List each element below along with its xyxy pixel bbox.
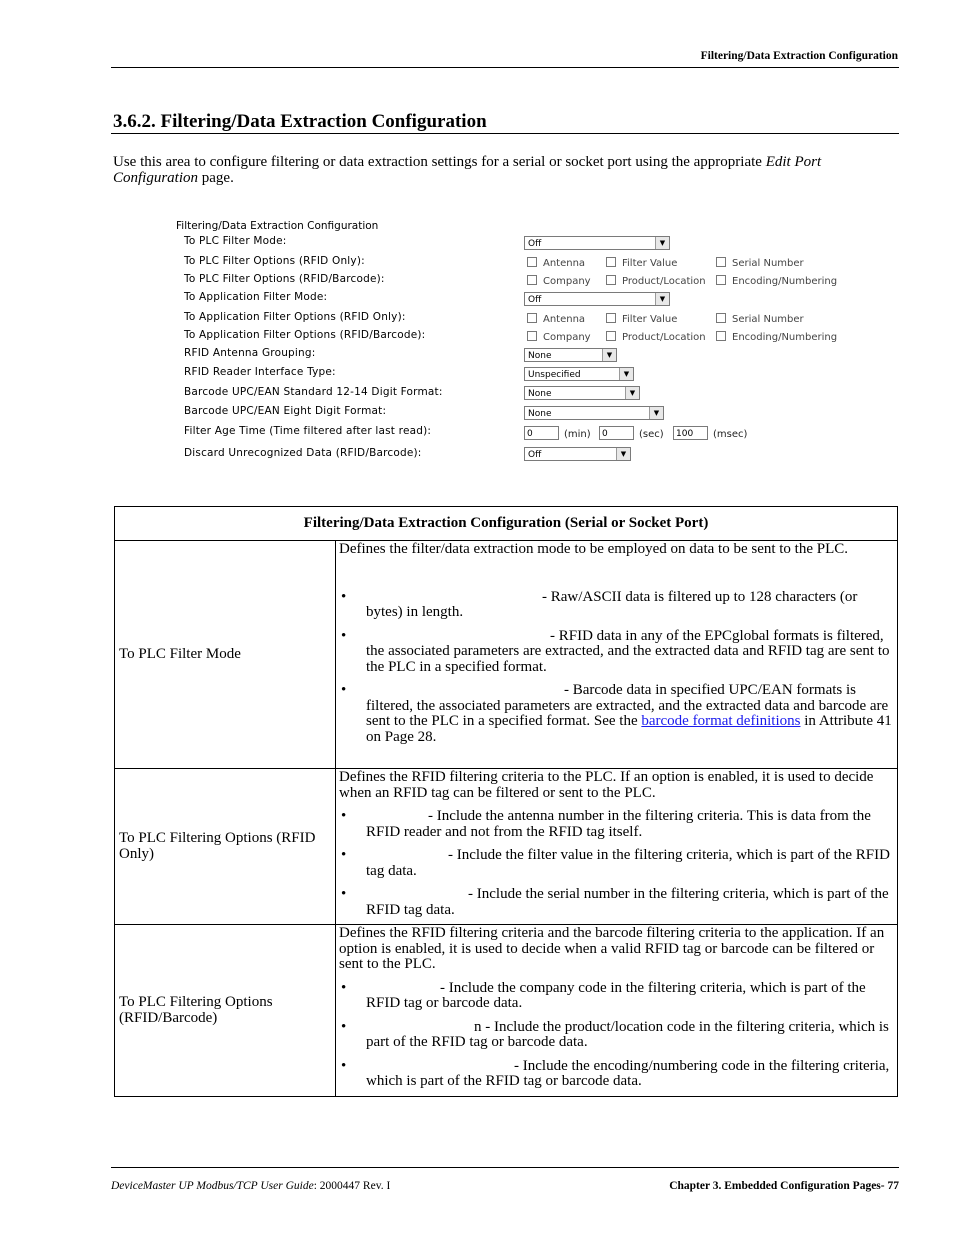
footer-rule: [111, 1167, 899, 1168]
app-antenna-checkbox[interactable]: Antenna: [527, 313, 585, 325]
chevron-down-icon: ▼: [616, 448, 630, 460]
settings-table: [114, 506, 898, 1097]
chevron-down-icon: ▼: [602, 349, 616, 361]
row-label: To PLC Filtering Options (RFID Only): [115, 769, 336, 925]
plc-product-location-checkbox[interactable]: Product/Location: [606, 275, 706, 287]
header-rule: [111, 67, 899, 68]
table-row: [115, 925, 898, 1097]
unit-msec: (msec): [713, 429, 748, 440]
bullet-item: • - RFID data in any of the EPCglobal formats is filtered, the associated parameters are extracted, and the extracted data and RFID tag are sent to the PLC in a specified format.: [341, 627, 890, 675]
row-label: To PLC Filter Mode: [115, 541, 336, 769]
plc-filter-value-checkbox[interactable]: Filter Value: [606, 257, 677, 269]
intro-paragraph: Use this area to configure filtering or data extraction settings for a serial or socket port using the appropriate Edit Port Configuration page.: [113, 154, 822, 186]
app-serial-number-checkbox[interactable]: Serial Number: [716, 313, 804, 325]
bullet-item: • - Include the encoding/numbering code in the filtering criteria, which is part of the RFID tag or barcode data.: [341, 1057, 890, 1089]
row-intro: Defines the RFID filtering criteria and the barcode filtering criteria to the application. If an option is enabled, it is used to decide when a valid RFID tag or barcode can be filtered or sent to the PLC.: [339, 925, 885, 972]
age-msec-input[interactable]: 100: [673, 426, 708, 440]
running-header: Filtering/Data Extraction Configuration: [700, 50, 898, 62]
label-reader-interface: RFID Reader Interface Type:: [184, 366, 336, 378]
row-intro: Defines the RFID filtering criteria to the PLC. If an option is enabled, it is used to decide when an RFID tag can be filtered or sent to the PLC.: [339, 769, 874, 801]
app-filter-mode-select[interactable]: Off ▼: [524, 292, 670, 306]
barcode-format-link[interactable]: barcode format definitions: [641, 713, 801, 729]
label-antenna-grouping: RFID Antenna Grouping:: [184, 347, 316, 359]
label-app-opts-barcode: To Application Filter Options (RFID/Barcode):: [184, 329, 426, 341]
label-plc-opts-barcode: To PLC Filter Options (RFID/Barcode):: [184, 273, 385, 285]
bullet-item: • - Raw/ASCII data is filtered up to 128 characters (or bytes) in length.: [341, 588, 858, 620]
row-intro: Defines the filter/data extraction mode to be employed on data to be sent to the PLC.: [339, 541, 849, 557]
plc-filter-mode-select[interactable]: Off ▼: [524, 236, 670, 250]
label-app-opts-rfid: To Application Filter Options (RFID Only):: [184, 311, 406, 323]
discard-select[interactable]: Off ▼: [524, 447, 631, 461]
plc-company-checkbox[interactable]: Company: [527, 275, 591, 287]
label-discard: Discard Unrecognized Data (RFID/Barcode):: [184, 447, 422, 459]
section-rule: [111, 133, 899, 134]
reader-interface-select[interactable]: Unspecified ▼: [524, 367, 634, 381]
footer-page-ref: Chapter 3. Embedded Configuration Pages- 77: [669, 1180, 899, 1192]
chevron-down-icon: ▼: [649, 407, 663, 419]
chevron-down-icon: ▼: [619, 368, 633, 380]
bullet-item: • - Include the serial number in the filtering criteria, which is part of the RFID tag data.: [341, 886, 889, 918]
config-form-screenshot: [176, 218, 876, 468]
label-upc8: Barcode UPC/EAN Eight Digit Format:: [184, 405, 387, 417]
plc-encoding-numbering-checkbox[interactable]: Encoding/Numbering: [716, 275, 837, 287]
app-filter-value-checkbox[interactable]: Filter Value: [606, 313, 677, 325]
unit-sec: (sec): [639, 429, 664, 440]
age-sec-input[interactable]: 0: [599, 426, 634, 440]
section-title: 3.6.2. Filtering/Data Extraction Configuration: [113, 111, 487, 132]
unit-min: (min): [564, 429, 591, 440]
antenna-grouping-select[interactable]: None ▼: [524, 348, 617, 362]
chevron-down-icon: ▼: [655, 293, 669, 305]
bullet-item: • - Include the filter value in the filtering criteria, which is part of the RFID tag data.: [341, 847, 890, 879]
bullet-item: • - Include the company code in the filtering criteria, which is part of the RFID tag or barcode data.: [341, 979, 866, 1011]
chevron-down-icon: ▼: [625, 387, 639, 399]
plc-antenna-checkbox[interactable]: Antenna: [527, 257, 585, 269]
chevron-down-icon: ▼: [655, 237, 669, 249]
label-upc12: Barcode UPC/EAN Standard 12-14 Digit Format:: [184, 386, 443, 398]
app-product-location-checkbox[interactable]: Product/Location: [606, 331, 706, 343]
app-encoding-numbering-checkbox[interactable]: Encoding/Numbering: [716, 331, 837, 343]
table-row: [115, 769, 898, 925]
upc8-select[interactable]: None ▼: [524, 406, 664, 420]
row-description: [336, 541, 898, 769]
age-min-input[interactable]: 0: [524, 426, 559, 440]
plc-serial-number-checkbox[interactable]: Serial Number: [716, 257, 804, 269]
label-filter-age: Filter Age Time (Time filtered after last read):: [184, 425, 432, 437]
bullet-item: • - Include the antenna number in the filtering criteria. This is data from the RFID reader and not from the RFID tag itself.: [341, 808, 871, 840]
bullet-item: • - Barcode data in specified UPC/EAN formats is filtered, the associated parameters are extracted, and the extracted data and barcode are sent to the PLC in a specified format. See the barcode format definitions in Attribute 41 on Page 28.: [341, 682, 892, 745]
app-company-checkbox[interactable]: Company: [527, 331, 591, 343]
label-app-filter-mode: To Application Filter Mode:: [184, 291, 328, 303]
table-row: [115, 541, 898, 769]
table-header: Filtering/Data Extraction Configuration (Serial or Socket Port): [115, 507, 898, 541]
footer-doc-title: DeviceMaster UP Modbus/TCP User Guide: 2000447 Rev. I: [111, 1180, 391, 1192]
label-plc-filter-mode: To PLC Filter Mode:: [184, 235, 287, 247]
row-label: To PLC Filtering Options (RFID/Barcode): [115, 925, 336, 1097]
upc12-select[interactable]: None ▼: [524, 386, 640, 400]
form-title: Filtering/Data Extraction Configuration: [176, 220, 379, 232]
label-plc-opts-rfid: To PLC Filter Options (RFID Only):: [184, 255, 365, 267]
row-description: [336, 925, 898, 1097]
bullet-item: • n - Include the product/location code in the filtering criteria, which is part of the RFID tag or barcode data.: [341, 1018, 889, 1050]
row-description: [336, 769, 898, 925]
